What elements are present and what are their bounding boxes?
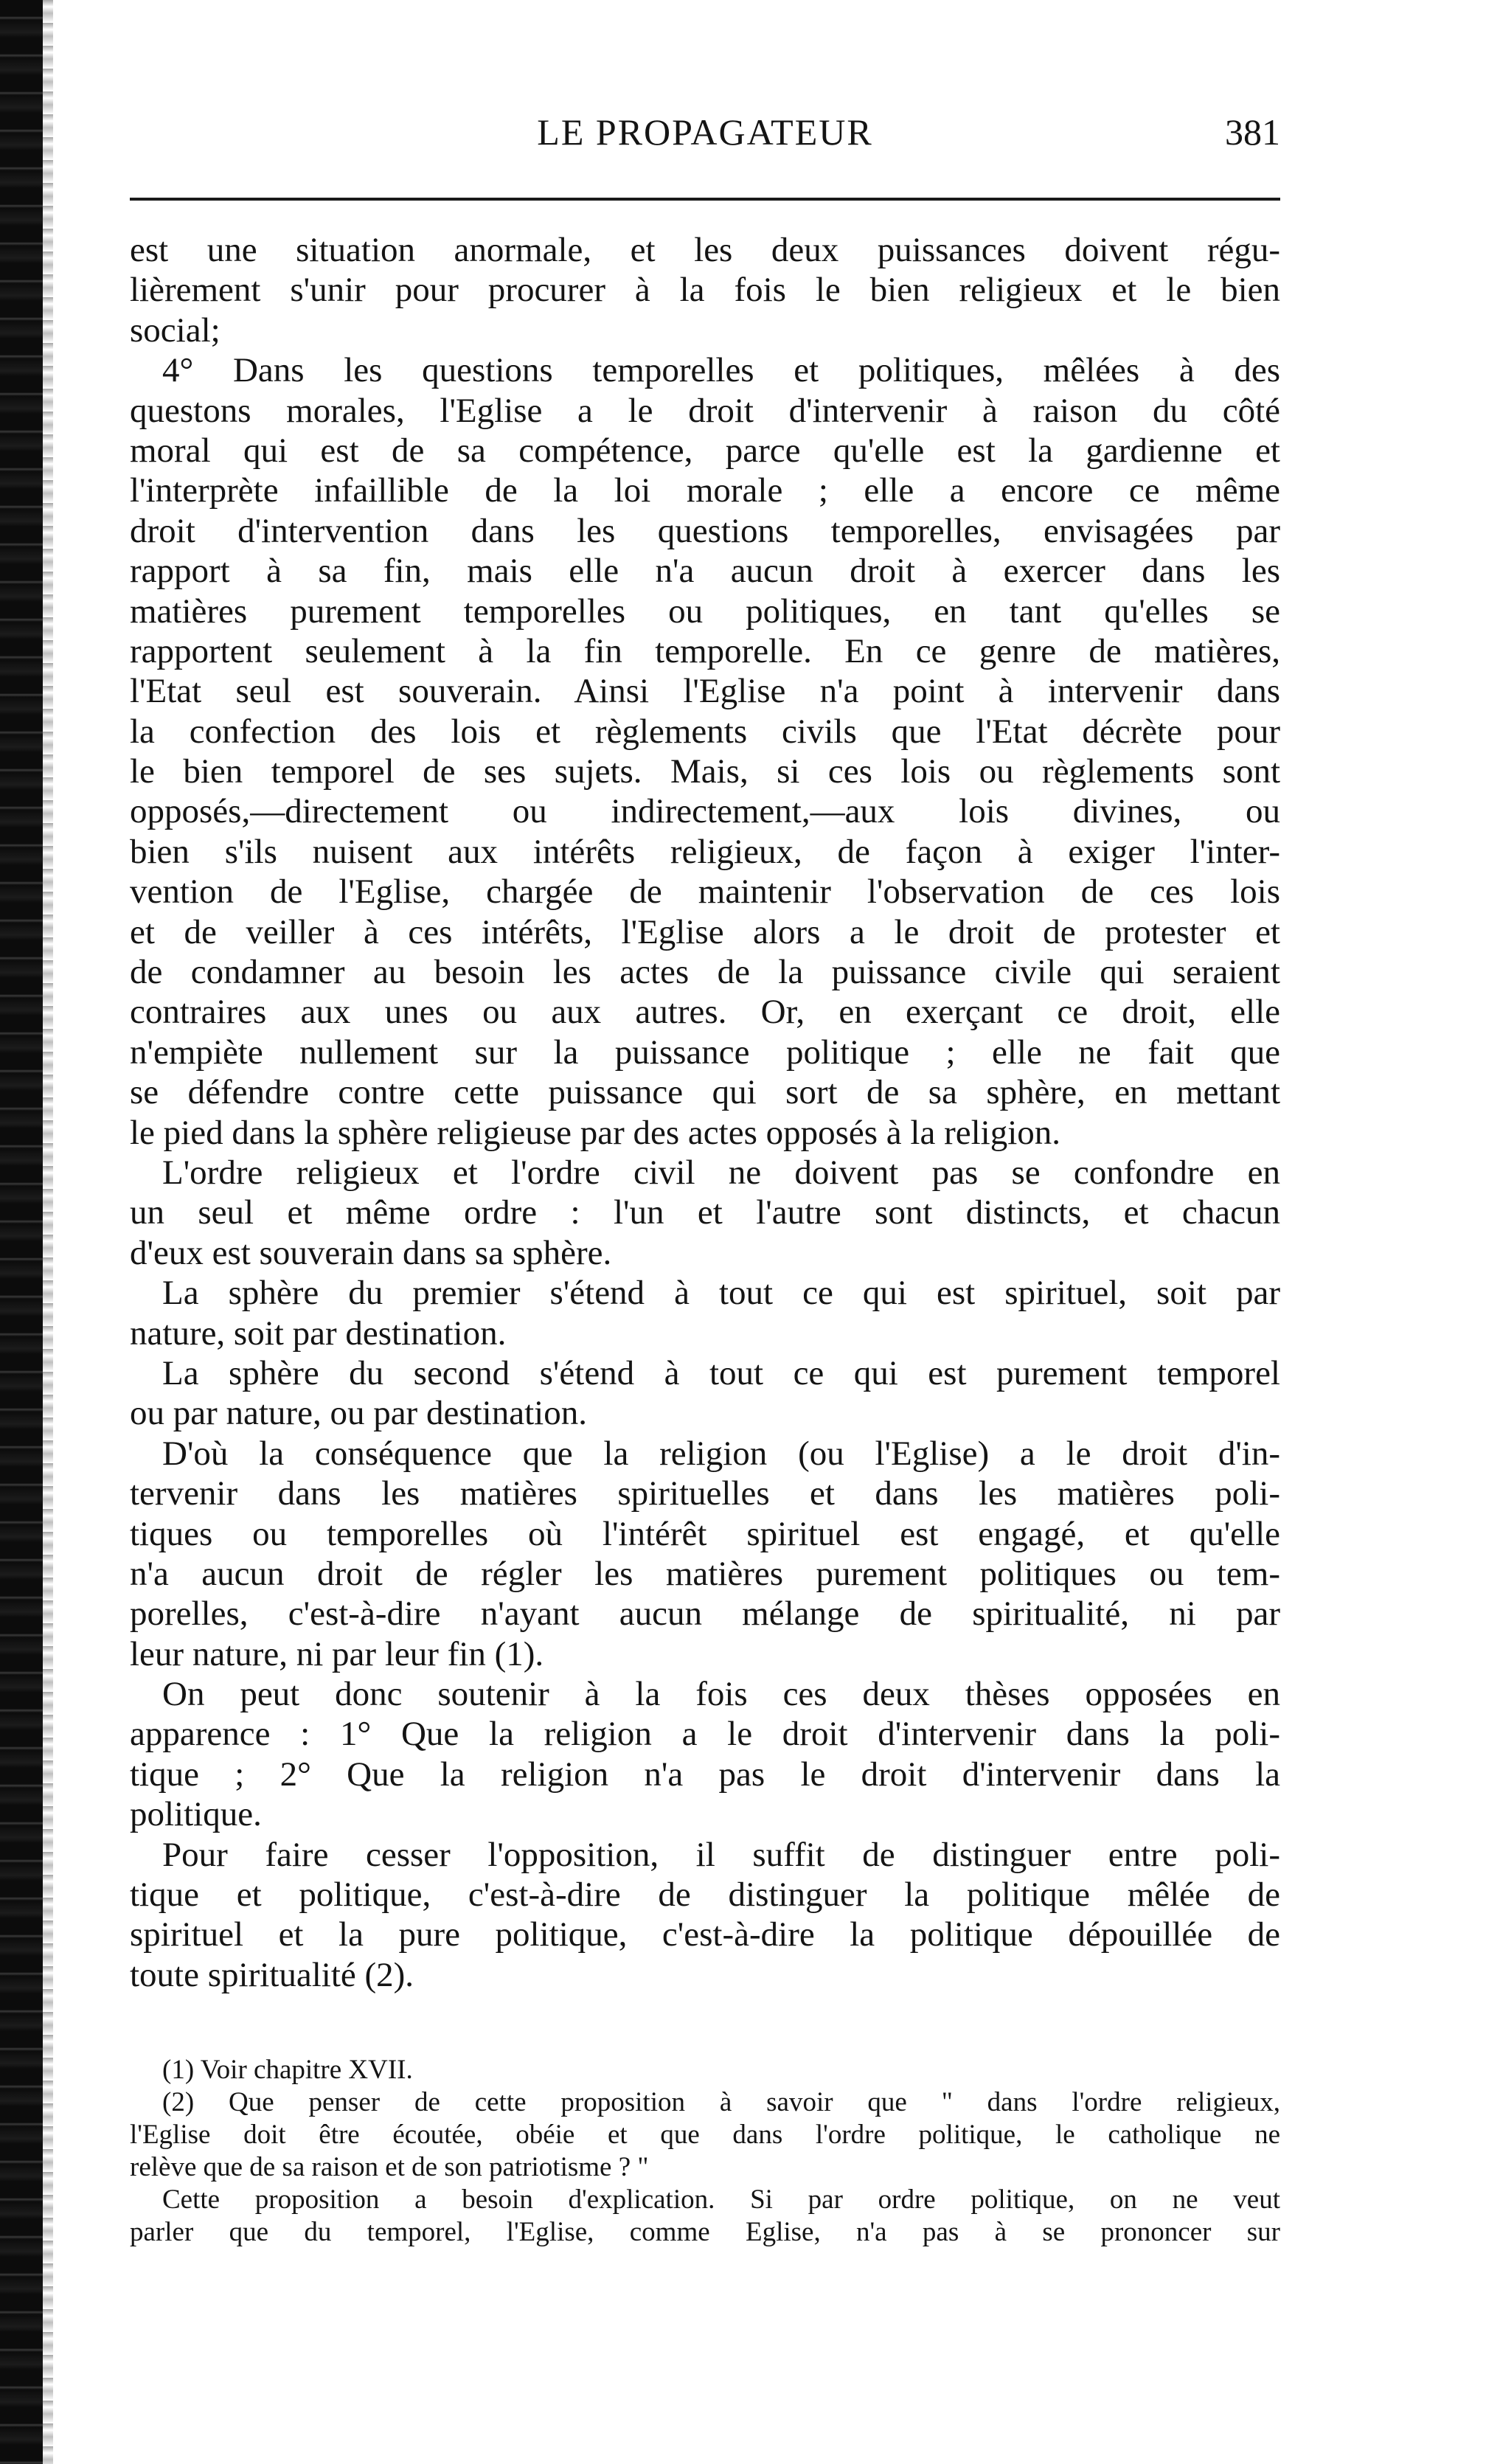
body-line: On peut donc soutenir à la fois ces deux thèses opposées en: [162, 1675, 1280, 1714]
binding-edge: [0, 0, 43, 2464]
body-line: La sphère du premier s'étend à tout ce qui est spirituel, soit par: [162, 1274, 1280, 1313]
body-line: se défendre contre cette puissance qui sort de sa sphère, en mettant: [130, 1073, 1280, 1112]
body-line: D'où la conséquence que la religion (ou l'Eglise) a le droit d'in-: [162, 1434, 1280, 1473]
body-line: porelles, c'est-à-dire n'ayant aucun mélange de spiritualité, ni par: [130, 1594, 1280, 1634]
body-line: Pour faire cesser l'opposition, il suffit de distinguer entre poli-: [162, 1835, 1280, 1874]
body-line: social;: [130, 310, 221, 350]
body-line: tiques ou temporelles où l'intérêt spirituel est engagé, et qu'elle: [130, 1514, 1280, 1553]
body-line: matières purement temporelles ou politiques, en tant qu'elles se: [130, 591, 1280, 631]
body-line: la confection des lois et règlements civils que l'Etat décrète pour: [130, 712, 1280, 751]
footnote-line: parler que du temporel, l'Eglise, comme Eglise, n'a pas à se prononcer sur: [130, 2217, 1280, 2247]
body-line: tique et politique, c'est-à-dire de distinguer la politique mêlée de: [130, 1875, 1280, 1915]
body-line: vention de l'Eglise, chargée de maintenir l'observation de ces lois: [130, 872, 1280, 912]
footnotes: [130, 2054, 1280, 2249]
body-line: tervenir dans les matières spirituelles et dans les matières poli-: [130, 1474, 1280, 1513]
body-line: nature, soit par destination.: [130, 1313, 507, 1353]
body-line: L'ordre religieux et l'ordre civil ne doivent pas se confondre en: [162, 1153, 1280, 1192]
body-line: La sphère du second s'étend à tout ce qui est purement temporel: [162, 1353, 1280, 1392]
footnote-line: (1) Voir chapitre XVII.: [162, 2055, 413, 2085]
body-line: opposés,—directement ou indirectement,—aux lois divines, ou: [130, 792, 1280, 831]
body-line: tique ; 2° Que la religion n'a pas le droit d'intervenir dans la: [130, 1755, 1280, 1794]
footnote-line: l'Eglise doit être écoutée, obéie et que dans l'ordre politique, le catholique ne: [130, 2120, 1280, 2150]
binding-shadow: [43, 0, 53, 2464]
body-text: [130, 230, 1280, 1995]
body-line: contraires aux unes ou aux autres. Or, en exerçant ce droit, elle: [130, 993, 1280, 1032]
body-line: le bien temporel de ses sujets. Mais, si ces lois ou règlements sont: [130, 752, 1280, 791]
footnote-line: relève que de sa raison et de son patriotisme ? ": [130, 2152, 649, 2182]
body-line: est une situation anormale, et les deux puissances doivent régu-: [130, 231, 1280, 269]
body-line: moral qui est de sa compétence, parce qu'elle est la gardienne et: [130, 431, 1280, 470]
body-line: 4° Dans les questions temporelles et politiques, mêlées à des: [162, 351, 1280, 390]
page-number: 381: [1225, 111, 1280, 153]
body-line: rapportent seulement à la fin temporelle. En ce genre de matières,: [130, 631, 1280, 670]
body-line: l'Etat seul est souverain. Ainsi l'Eglise n'a point à intervenir dans: [130, 672, 1280, 711]
body-line: le pied dans la sphère religieuse par des actes opposés à la religion.: [130, 1113, 1061, 1152]
body-line: lièrement s'unir pour procurer à la fois le bien religieux et le bien: [130, 271, 1280, 310]
running-title: LE PROPAGATEUR: [537, 111, 873, 153]
body-line: ou par nature, ou par destination.: [130, 1394, 587, 1433]
body-line: n'a aucun droit de régler les matières purement politiques ou tem-: [130, 1554, 1280, 1593]
body-line: et de veiller à ces intérêts, l'Eglise alors a le droit de protester et: [130, 912, 1280, 951]
body-line: spirituel et la pure politique, c'est-à-dire la politique dépouillée de: [130, 1915, 1280, 1954]
body-line: d'eux est souverain dans sa sphère.: [130, 1233, 612, 1272]
body-line: droit d'intervention dans les questions temporelles, envisagées par: [130, 511, 1280, 550]
body-line: un seul et même ordre : l'un et l'autre sont distincts, et chacun: [130, 1193, 1280, 1232]
body-line: leur nature, ni par leur fin (1).: [130, 1634, 544, 1673]
footnote-line: (2) Que penser de cette proposition à savoir que " dans l'ordre religieux,: [162, 2087, 1280, 2117]
running-header: [130, 111, 1280, 162]
body-line: politique.: [130, 1795, 262, 1834]
body-line: questons morales, l'Eglise a le droit d'intervenir à raison du côté: [130, 391, 1280, 430]
body-line: bien s'ils nuisent aux intérêts religieux, de façon à exiger l'inter-: [130, 832, 1280, 871]
body-line: l'interprète infaillible de la loi morale ; elle a encore ce même: [130, 471, 1280, 510]
body-line: apparence : 1° Que la religion a le droit d'intervenir dans la poli-: [130, 1715, 1280, 1754]
body-line: de condamner au besoin les actes de la puissance civile qui seraient: [130, 953, 1280, 992]
body-line: rapport à sa fin, mais elle n'a aucun droit à exercer dans les: [130, 552, 1280, 591]
footnote-line: Cette proposition a besoin d'explication. Si par ordre politique, on ne veut: [162, 2184, 1280, 2215]
header-rule: [130, 198, 1280, 201]
body-line: toute spiritualité (2).: [130, 1955, 414, 1994]
body-line: n'empiète nullement sur la puissance politique ; elle ne fait que: [130, 1033, 1280, 1072]
